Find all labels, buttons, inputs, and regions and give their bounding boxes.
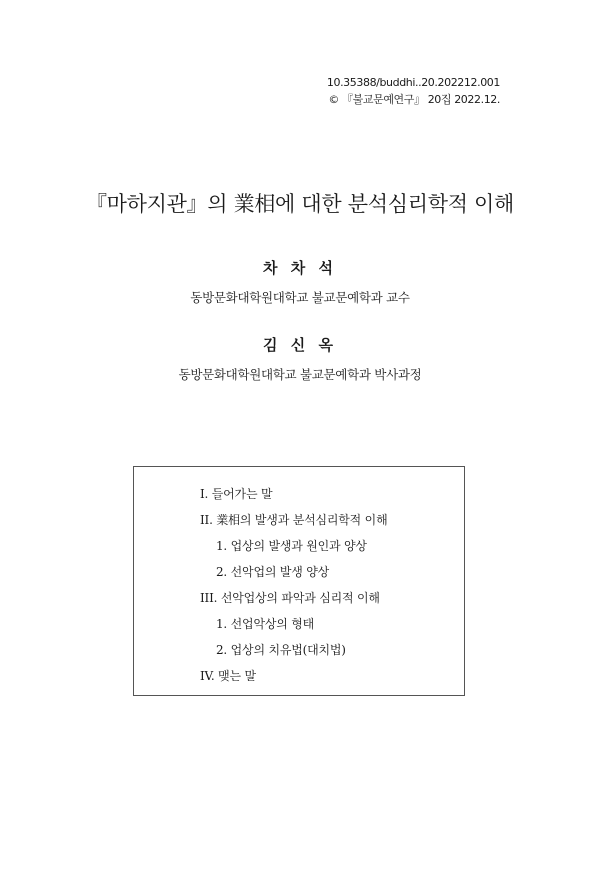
paper-title: 『마하지관』의 業相에 대한 분석심리학적 이해 [85,192,515,216]
toc-subsection-2-1: 1. 업상의 발생과 원인과 양상 [216,539,367,553]
author-name-2: 김 신 옥 [263,336,337,354]
toc-section-4: IV. 맺는 말 [200,669,256,683]
toc-subsection-3-1: 1. 선업악상의 형태 [216,617,315,631]
doi-text: 10.35388/buddhi..20.202212.001 [326,76,500,89]
toc-subsection-2-2: 2. 선악업의 발생 양상 [216,565,330,579]
table-of-contents [133,466,465,696]
publication-meta [327,74,500,108]
author-name-1: 차 차 석 [263,259,337,277]
toc-section-2: II. 業相의 발생과 분석심리학적 이해 [200,513,388,527]
copyright-text: © 『불교문예연구』 20집 2022.12. [328,93,500,106]
author-affiliation-2: 동방문화대학원대학교 불교문예학과 박사과정 [178,367,422,382]
toc-section-3: III. 선악업상의 파악과 심리적 이해 [200,591,380,605]
author-affiliation-1: 동방문화대학원대학교 불교문예학과 교수 [190,290,410,305]
toc-subsection-3-2: 2. 업상의 치유법(대치법) [216,643,346,657]
toc-section-1: I. 들어가는 말 [200,487,273,501]
